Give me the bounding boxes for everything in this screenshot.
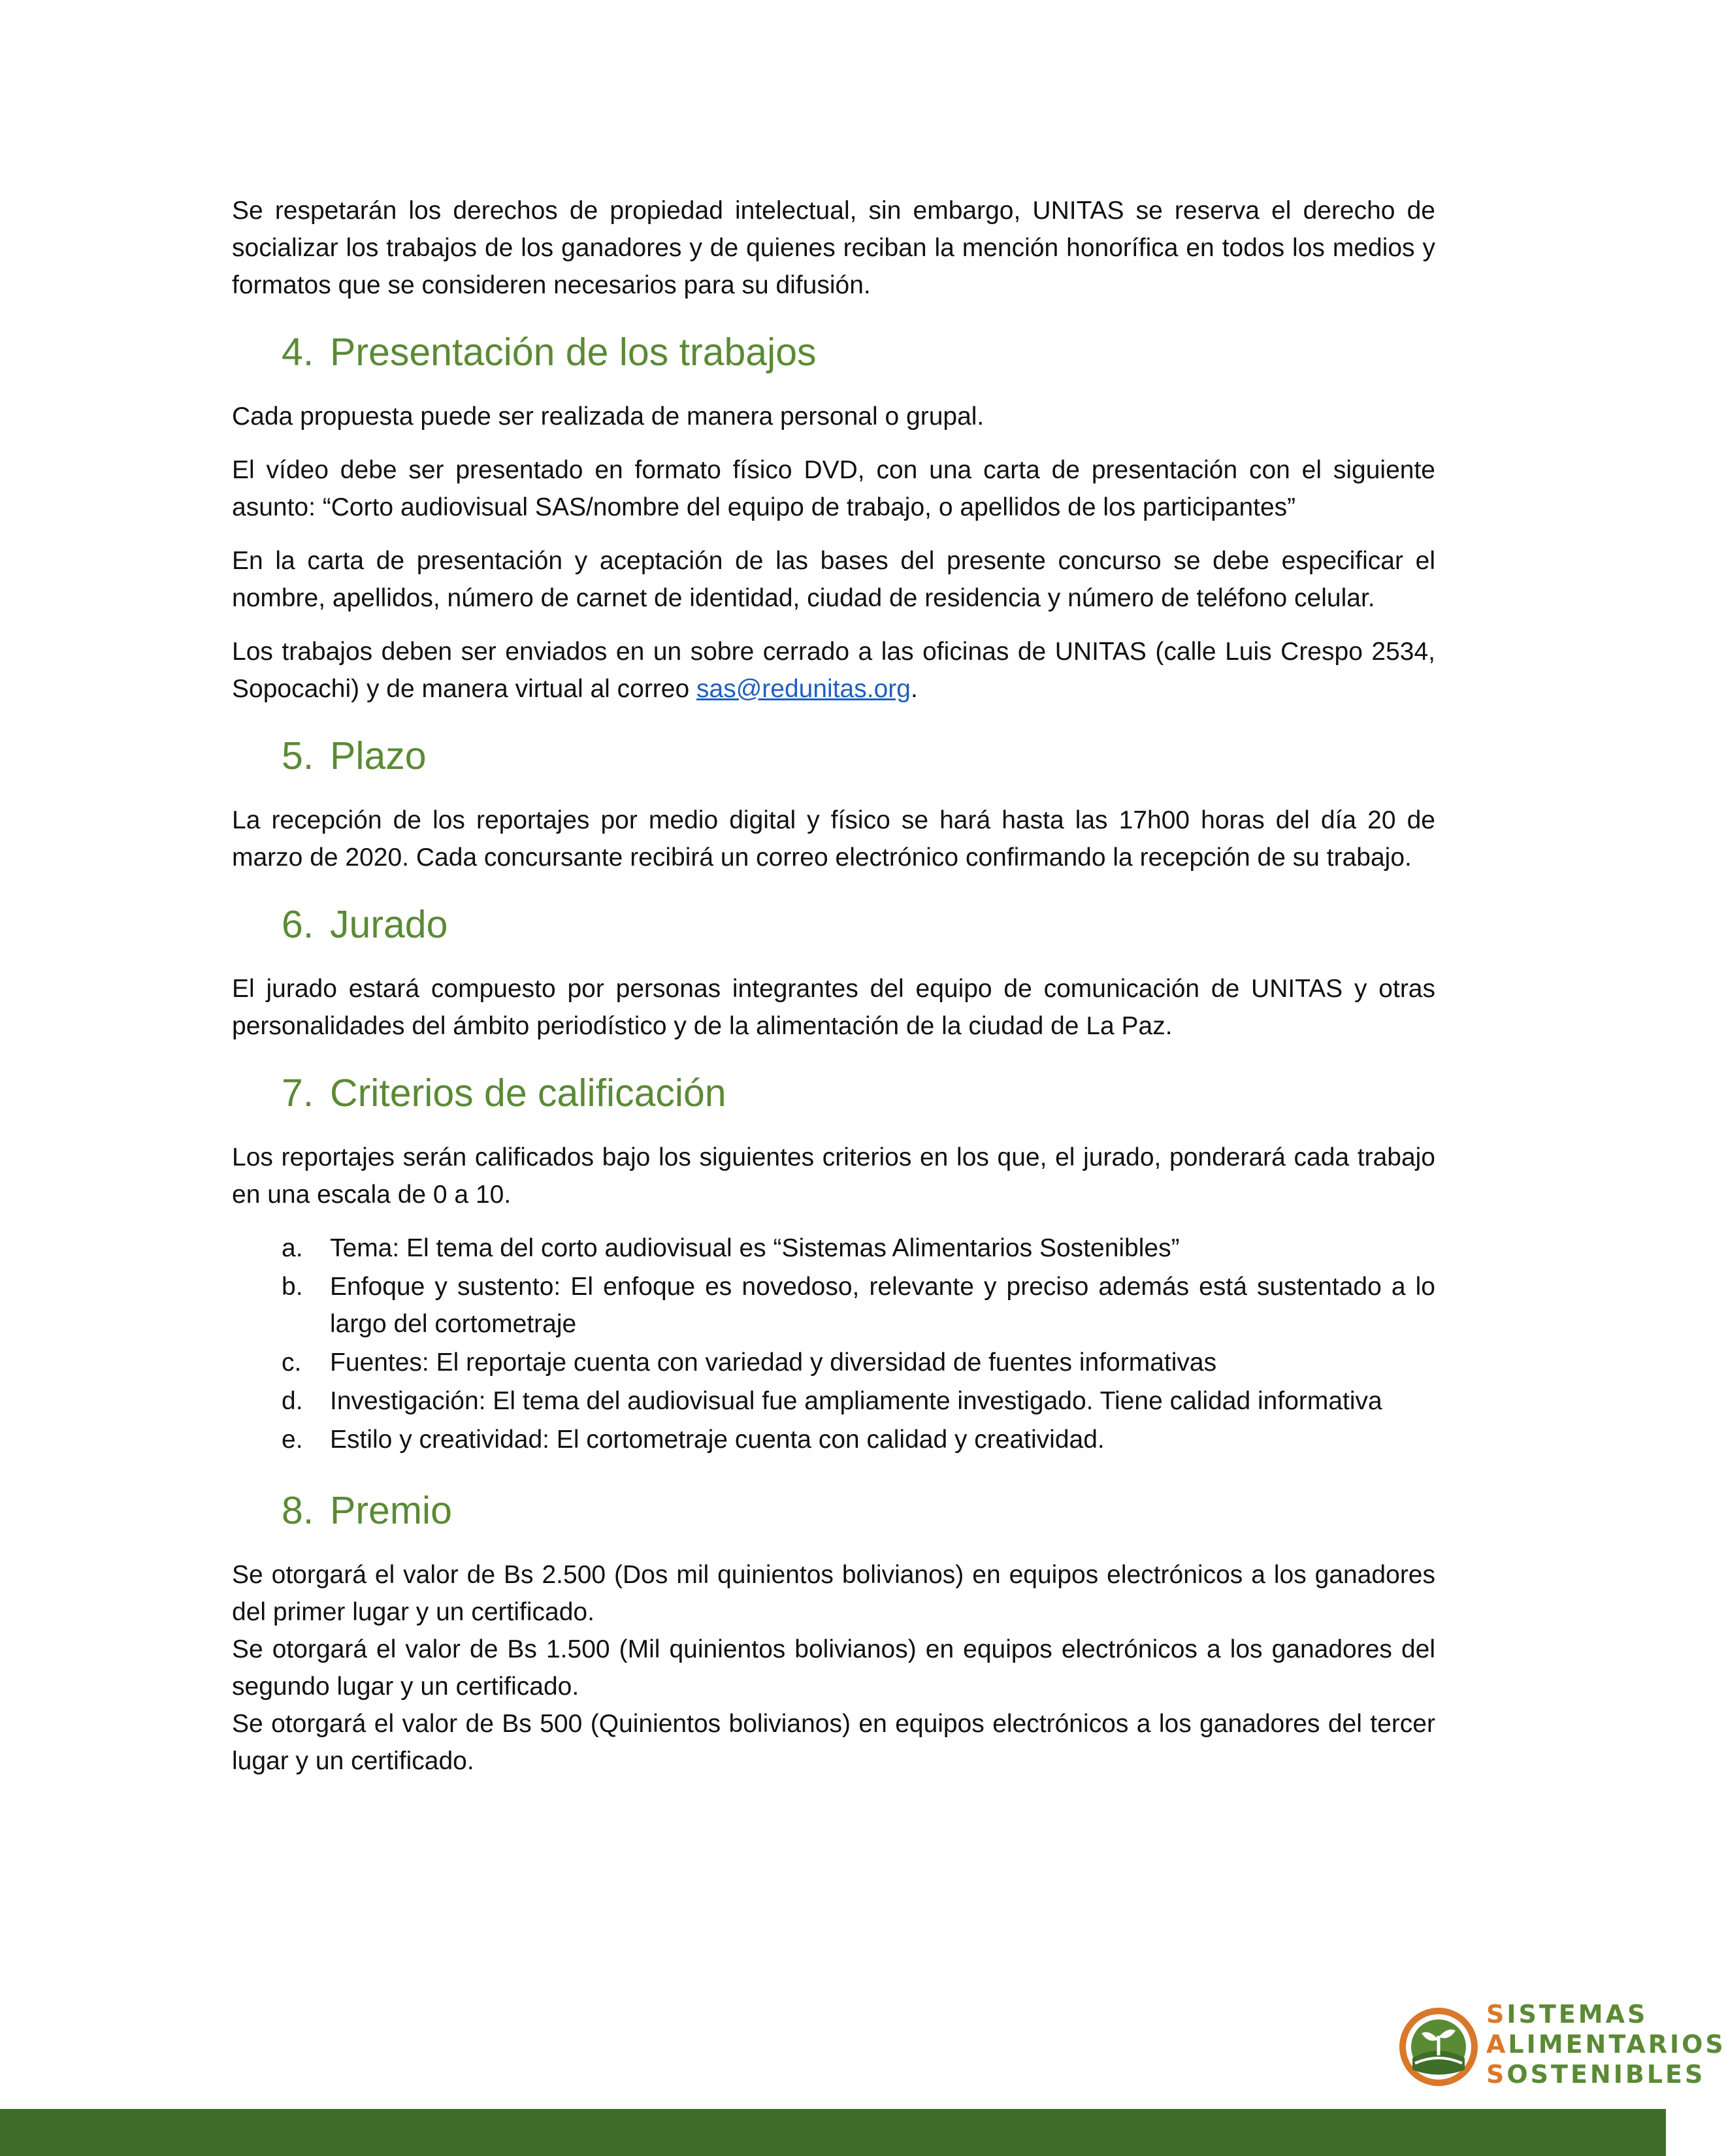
list-marker: c. [282,1348,302,1377]
list-marker: a. [282,1234,303,1262]
list-marker: e. [282,1426,303,1454]
list-item-text: Estilo y creatividad: El cortometraje cuenta con calidad y creatividad. [330,1426,1105,1454]
paragraph-text: . [910,675,918,703]
logo-wordmark [1486,1999,1726,2089]
section-title: Premio [330,1489,452,1532]
list-item [282,1268,1435,1343]
section-title: Presentación de los trabajos [330,331,817,374]
logo-initial: S [1486,2060,1507,2089]
logo-line [1486,2059,1726,2089]
list-item-text: Fuentes: El reportaje cuenta con variedad y diversidad de fuentes informativas [330,1348,1217,1377]
paragraph: El vídeo debe ser presentado en formato físico DVD, con una carta de presentación con el siguiente asunto: “Corto audiovisual SAS/nombre del equipo de trabajo, o apellidos de los participantes” [232,456,1435,521]
email-link[interactable]: sas@redunitas.org [696,675,911,703]
paragraph: La recepción de los reportajes por medio digital y físico se hará hasta las 17h00 horas del día 20 de marzo de 2020. Cada concursante recibirá un correo electrónico confirmando la recepción de su trabajo. [232,806,1435,872]
intro-paragraph: Se respetarán los derechos de propiedad intelectual, sin embargo, UNITAS se reserva el derecho de socializar los trabajos de los ganadores y de quienes reciban la mención honorífica en todos los medios y formatos que se consideren necesarios para su difusión. [232,197,1435,299]
paragraph: Se otorgará el valor de Bs 2.500 (Dos mil quinientos bolivianos) en equipos electrónicos a los ganadores del primer lugar y un certificado. [232,1561,1435,1626]
paragraph: Cada propuesta puede ser realizada de manera personal o grupal. [232,402,985,431]
paragraph: Se otorgará el valor de Bs 500 (Quinientos bolivianos) en equipos electrónicos a los ganadores del tercer lugar y un certificado. [232,1710,1435,1775]
logo-word: ISTEMAS [1506,2000,1648,2029]
logo-line [1486,1999,1726,2029]
logo-word: LIMENTARIOS [1508,2030,1726,2059]
list-item [282,1230,1435,1267]
logo-initial: S [1486,2000,1507,2029]
section-number: 8. [282,1489,314,1532]
section-number: 7. [282,1071,314,1115]
list-item-text: Enfoque y sustento: El enfoque es novedoso, relevante y preciso además está sustentado a lo largo del cortometraje [330,1273,1435,1338]
section-heading-criterios [282,1067,1435,1119]
list-item-text: Tema: El tema del corto audiovisual es “Sistemas Alimentarios Sostenibles” [330,1234,1180,1262]
logo-initial: A [1486,2030,1508,2059]
section-heading-presentacion [282,326,1435,378]
list-item-text: Investigación: El tema del audiovisual fue ampliamente investigado. Tiene calidad informativa [330,1387,1382,1415]
paragraph: Los reportajes serán calificados bajo los siguientes criterios en los que, el jurado, ponderará cada trabajo en una escala de 0 a 10. [232,1143,1435,1209]
section-title: Plazo [330,734,427,777]
list-item [282,1421,1435,1458]
list-marker: d. [282,1387,303,1415]
section-title: Jurado [330,903,448,946]
footer-bar [0,2109,1666,2156]
section-number: 4. [282,331,314,374]
criteria-list [282,1230,1435,1458]
section-title: Criterios de calificación [330,1071,726,1115]
list-item [282,1382,1435,1420]
list-item [282,1344,1435,1381]
paragraph: En la carta de presentación y aceptación de las bases del presente concurso se debe especificar el nombre, apellidos, número de carnet de identidad, ciudad de residencia y número de teléfono celular. [232,547,1435,612]
section-heading-jurado [282,898,1435,951]
document-body [232,192,1435,1780]
paragraph-text: Los trabajos deben ser enviados en un sobre cerrado a las oficinas de UNITAS (calle Luis Crespo 2534, Sopocachi) y de manera virtual al correo [232,638,1435,703]
logo-line [1486,2029,1726,2059]
paragraph: El jurado estará compuesto por personas integrantes del equipo de comunicación de UNITAS y otras personalidades del ámbito periodístico y de la alimentación de la ciudad de La Paz. [232,975,1435,1040]
section-heading-premio [282,1484,1435,1537]
list-marker: b. [282,1273,303,1301]
logo-word: OSTENIBLES [1506,2060,1706,2089]
section-number: 5. [282,734,314,777]
paragraph [232,633,1435,708]
section-number: 6. [282,903,314,946]
section-heading-plazo [282,730,1435,782]
paragraph: Se otorgará el valor de Bs 1.500 (Mil quinientos bolivianos) en equipos electrónicos a los ganadores del segundo lugar y un certificado. [232,1635,1435,1701]
